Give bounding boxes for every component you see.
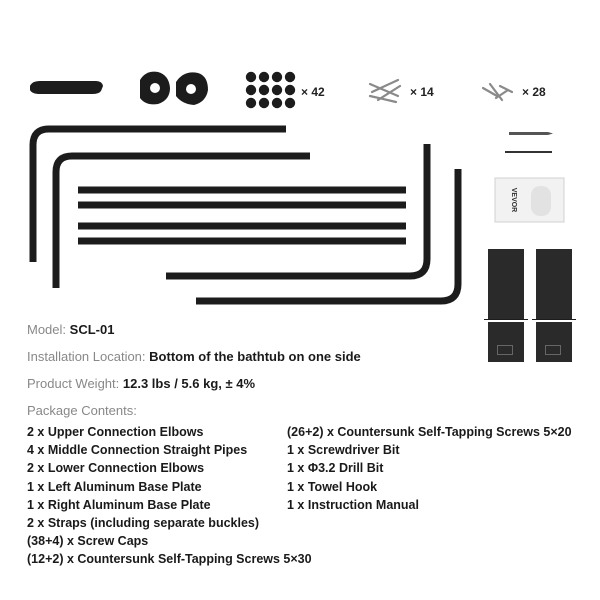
weight-label: Product Weight: [27,376,120,391]
towel-hook-image [30,81,103,94]
weight-value: 12.3 lbs / 5.6 kg, ± 4% [122,376,256,391]
package-contents-left-list [27,423,312,569]
package-contents-title: Package Contents: [27,403,137,418]
long-screws-image [370,80,400,102]
list-item: (26+2) x Countersunk Self-Tapping Screws 5×20 [287,425,572,439]
package-contents-right-list [287,423,572,514]
short-screws-quantity: × 28 [522,85,546,99]
list-item: 2 x Straps (including separate buckles) [27,515,260,530]
model-label: Model: [27,322,67,337]
location-value: Bottom of the bathtub on one side [149,349,361,364]
model-value: SCL-01 [69,322,115,337]
location-spec [27,349,361,364]
middle-straight-pipes-image [78,190,406,241]
right-plate-clip [545,345,561,355]
list-item: 1 x Screwdriver Bit [287,443,400,458]
left-base-plate-lower [488,322,524,362]
list-item: 4 x Middle Connection Straight Pipes [27,443,248,458]
list-item: 1 x Φ3.2 Drill Bit [287,461,384,476]
right-base-plate-lower [536,322,572,362]
left-plate-clip [497,345,513,355]
list-item: 2 x Lower Connection Elbows [27,461,205,476]
screw-caps-quantity: × 42 [301,85,325,99]
manual-brand-text: VEVOR [510,187,517,213]
list-item: (12+2) x Countersunk Self-Tapping Screws 5×30 [27,552,312,567]
location-label: Installation Location: [27,349,146,364]
model-spec [27,322,114,337]
list-item: 1 x Left Aluminum Base Plate [27,479,202,494]
weight-spec [27,376,255,391]
list-item: 2 x Upper Connection Elbows [27,425,204,439]
screw-caps-image [246,72,295,108]
list-item: 1 x Towel Hook [287,479,378,494]
drill-and-screwdriver-bits-image [505,132,553,152]
strap-buckles-image [140,72,208,105]
list-item: (38+4) x Screw Caps [27,534,149,549]
list-item: 1 x Instruction Manual [287,497,419,512]
base-plates-image [484,249,576,320]
instruction-manual-image [495,178,564,222]
list-item: 1 x Right Aluminum Base Plate [27,497,211,512]
long-screws-quantity: × 14 [410,85,434,99]
short-screws-image [483,84,512,100]
